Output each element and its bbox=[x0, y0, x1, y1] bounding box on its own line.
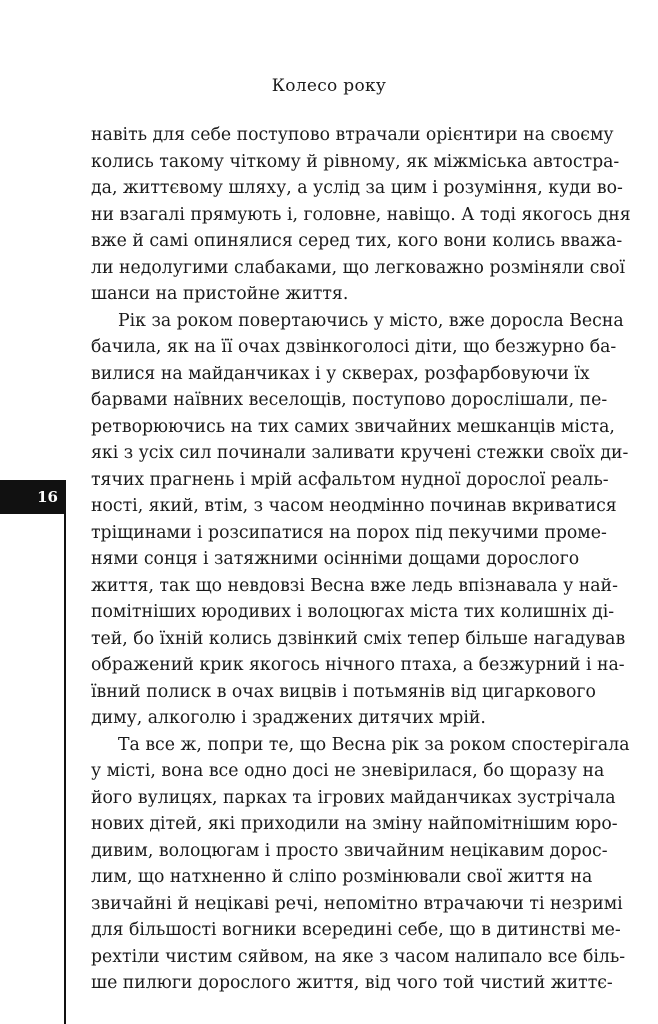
text-line: да, життєвому шляху, а услід за цим і розуміння, куди во- bbox=[91, 178, 623, 198]
text-line: вже й самі опинялися серед тих, кого вони колись вважа- bbox=[91, 231, 623, 251]
text-line: лим, що натхненно й сліпо розмінювали свої життя на bbox=[91, 867, 593, 887]
text-line: колись такому чіткому й рівному, як міжміська автостра- bbox=[91, 151, 620, 172]
text-line: у місті, вона все одно досі не зневірилася, бо щоразу на bbox=[91, 761, 605, 781]
text-line: Та все ж, попри те, що Весна рік за роком спостерігала bbox=[118, 734, 630, 755]
text-line: ності, який, втім, з часом неодмінно починав вкриватися bbox=[91, 496, 617, 516]
page-number-badge bbox=[0, 480, 66, 514]
text-line: ретворюючись на тих самих звичайних мешканців міста, bbox=[91, 416, 615, 437]
text-line: які з усіх сил починали заливати кручені стежки своїх ди- bbox=[91, 443, 629, 463]
text-line: тячих прагнень і мрій асфальтом нудної дорослої реаль- bbox=[91, 469, 609, 490]
paragraph-1 bbox=[91, 122, 631, 308]
text-line: Рік за роком повертаючись у місто, вже доросла Весна bbox=[118, 310, 624, 331]
text-line: навіть для себе поступово втрачали орієнтири на своєму bbox=[91, 125, 614, 145]
text-line: ли недолугими слабаками, що легковажно розміняли свої bbox=[91, 257, 626, 278]
running-head: Колесо року bbox=[271, 76, 387, 96]
text-line: нями сонця і затяжними осінніми дощами дорослого bbox=[91, 549, 580, 569]
text-line: дивим, волоцюгам і просто звичайним нецікавим дорос- bbox=[91, 840, 608, 861]
text-line: вилися на майданчиках і у скверах, розфарбовуючи їх bbox=[91, 363, 590, 384]
paragraph-3 bbox=[91, 732, 630, 997]
paragraph-2 bbox=[91, 308, 629, 732]
text-line: ни взагалі прямують і, головне, навіщо. А тоді якогось дня bbox=[91, 204, 631, 225]
page-number: 16 bbox=[37, 488, 58, 506]
text-line: для більшості вогники всередині себе, що в дитинстві ме- bbox=[91, 920, 621, 940]
text-line: ше пилюги дорослого життя, від чого той чистий життє- bbox=[91, 973, 613, 993]
text-line: шанси на пристойне життя. bbox=[91, 284, 349, 304]
text-line: його вулицях, парках та ігрових майданчиках зустрічала bbox=[91, 787, 616, 808]
text-line: барвами наївних веселощів, поступово дорослішали, пе- bbox=[91, 390, 608, 410]
text-line: диму, алкоголю і зраджених дитячих мрій. bbox=[91, 708, 486, 728]
text-line: ображений крик якогось нічного птаха, а безжурний і на- bbox=[91, 655, 625, 675]
text-line: тей, бо їхній колись дзвінкий сміх тепер більше нагадував bbox=[91, 628, 626, 649]
text-line: рехтіли чистим сяйвом, на яке з часом налипало все біль- bbox=[91, 946, 626, 967]
text-line: бачила, як на її очах дзвінкоголосі діти, що безжурно ба- bbox=[91, 337, 617, 357]
text-line: ївний полиск в очах вицвів і потьмянів від цигаркового bbox=[91, 681, 596, 702]
text-line: помітніших юродивих і волоцюгах міста тих колишніх ді- bbox=[91, 602, 615, 622]
text-line: нових дітей, які приходили на зміну найпомітнішим юро- bbox=[91, 814, 618, 834]
text-line: життя, так що невдовзі Весна вже ледь впізнавала у най- bbox=[91, 575, 618, 596]
text-line: звичайні й нецікаві речі, непомітно втрачаючи ті незримі bbox=[91, 893, 623, 914]
margin-rule bbox=[64, 514, 66, 1024]
text-line: тріщинами і розсипатися на порох під пекучими проме- bbox=[91, 522, 607, 543]
body-text bbox=[91, 122, 631, 997]
